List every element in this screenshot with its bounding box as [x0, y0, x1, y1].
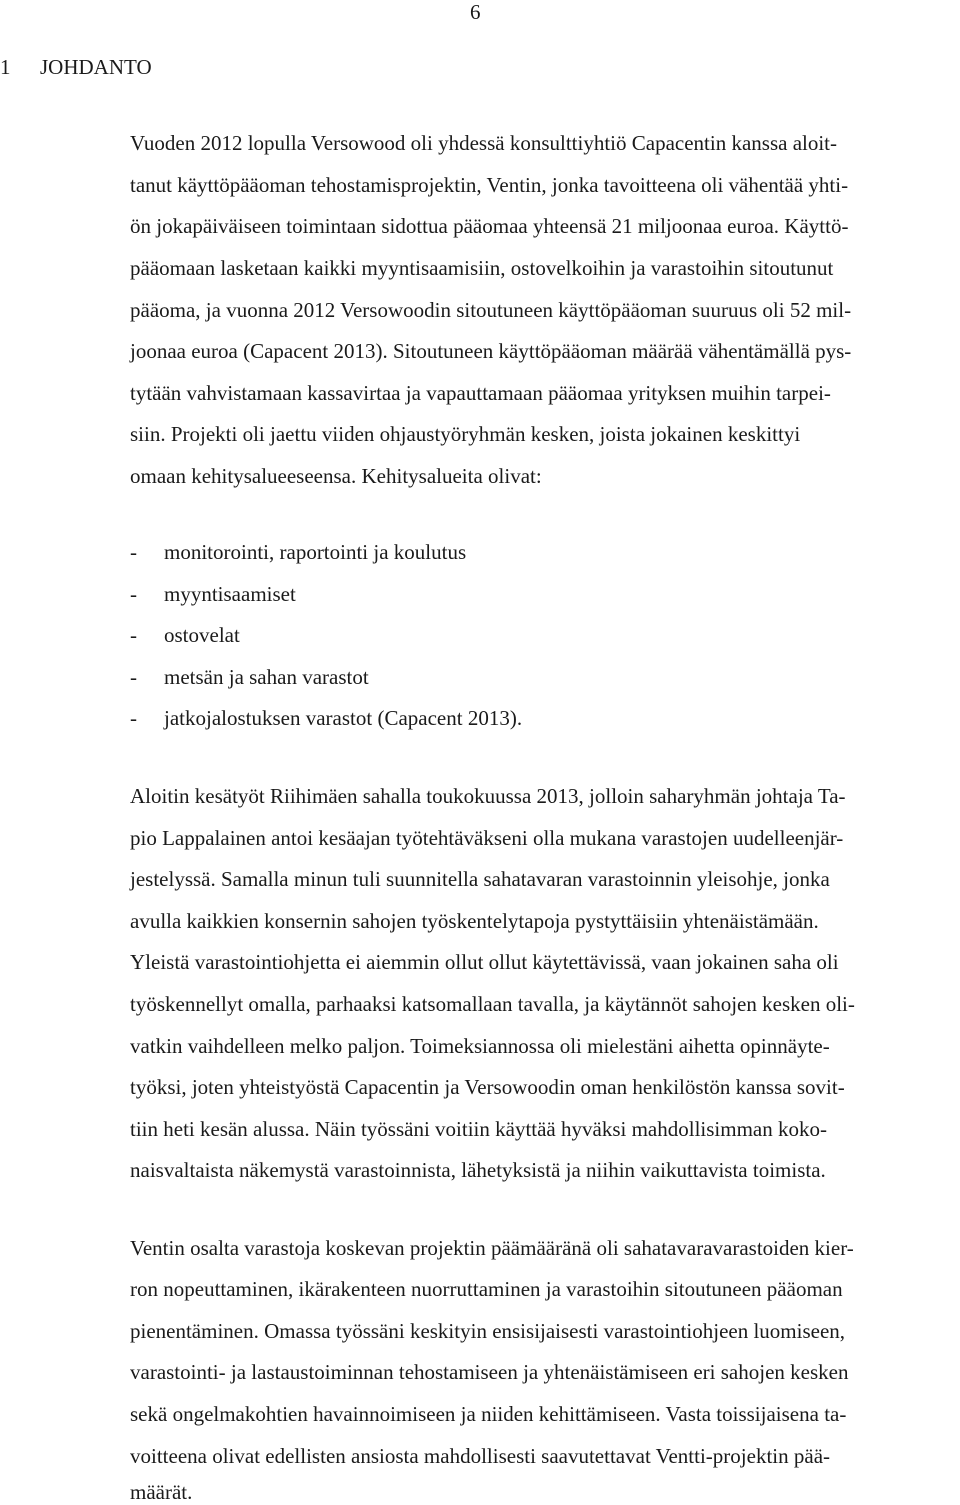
paragraph-line: pio Lappalainen antoi kesäajan työtehtäväkseni olla mukana varastojen uudelleenjär-	[130, 826, 844, 850]
paragraph-line: joonaa euroa (Capacent 2013). Sitoutuneen käyttöpääoman määrää vähentämällä pys-	[130, 339, 852, 363]
paragraph-line: naisvaltaista näkemystä varastoinnista, lähetyksistä ja niihin vaikuttavista toimista.	[130, 1158, 826, 1182]
list-dash: -	[130, 540, 137, 564]
list-dash: -	[130, 582, 137, 606]
list-item	[130, 665, 369, 689]
paragraph-line: avulla kaikkien konsernin sahojen työskentelytapoja pystyttäisiin yhtenäistämään.	[130, 909, 819, 933]
chapter-title: JOHDANTO	[40, 55, 152, 79]
paragraph-line: määrät.	[130, 1480, 193, 1504]
paragraph-line: Ventin osalta varastoja koskevan projektin päämääränä oli sahatavaravarastoiden kier-	[130, 1236, 854, 1260]
paragraph-line: omaan kehitysalueeseensa. Kehitysalueita olivat:	[130, 464, 542, 488]
paragraph-line: jestelyssä. Samalla minun tuli suunnitella sahatavaran varastoinnin yleisohje, jonka	[130, 867, 830, 891]
list-dash: -	[130, 706, 137, 730]
paragraph-line: tiin heti kesän alussa. Näin työssäni voitiin käyttää hyväksi mahdollisimman koko-	[130, 1117, 827, 1141]
page-number: 6	[470, 0, 481, 24]
chapter-heading	[0, 54, 152, 80]
paragraph-line: Vuoden 2012 lopulla Versowood oli yhdessä konsulttiyhtiö Capacentin kanssa aloit-	[130, 131, 838, 155]
list-item-text: metsän ja sahan varastot	[164, 665, 369, 689]
paragraph-line: ön jokapäiväiseen toimintaan sidottua pääomaa yhteensä 21 miljoonaa euroa. Käyttö-	[130, 214, 849, 238]
paragraph-line: Aloitin kesätyöt Riihimäen sahalla toukokuussa 2013, jolloin saharyhmän johtaja Ta-	[130, 784, 846, 808]
paragraph-line: voitteena olivat edellisten ansiosta mahdollisesti saavutettavat Ventti-projektin pää-	[130, 1444, 831, 1468]
paragraph-line: Yleistä varastointiohjetta ei aiemmin ollut ollut käytettävissä, vaan jokainen saha oli	[130, 950, 839, 974]
paragraph-line: tanut käyttöpääoman tehostamisprojektin, Ventin, jonka tavoitteena oli vähentää yhti-	[130, 173, 849, 197]
list-dash: -	[130, 665, 137, 689]
list-item	[130, 623, 240, 647]
list-dash: -	[130, 623, 137, 647]
paragraph-line: sekä ongelmakohtien havainnoimiseen ja niiden kehittämiseen. Vasta toissijaisena ta-	[130, 1402, 847, 1426]
paragraph-line: työksi, joten yhteistyöstä Capacentin ja Versowoodin oman henkilöstön kanssa sovit-	[130, 1075, 845, 1099]
list-item-text: ostovelat	[164, 623, 240, 647]
paragraph-line: työskennellyt omalla, parhaaksi katsomallaan tavalla, ja käytännöt sahojen kesken oli-	[130, 992, 855, 1016]
paragraph-line: siin. Projekti oli jaettu viiden ohjaustyöryhmän kesken, joista jokainen keskittyi	[130, 422, 801, 446]
paragraph-line: pienentäminen. Omassa työssäni keskityin ensisijaisesti varastointiohjeen luomiseen,	[130, 1319, 846, 1343]
list-item	[130, 582, 296, 606]
list-item-text: monitorointi, raportointi ja koulutus	[164, 540, 467, 564]
list-item-text: jatkojalostuksen varastot (Capacent 2013).	[164, 706, 523, 730]
paragraph-line: varastointi- ja lastaustoiminnan tehostamiseen ja yhtenäistämiseen eri sahojen kesken	[130, 1360, 849, 1384]
paragraph-line: tytään vahvistamaan kassavirtaa ja vapauttamaan pääomaa yrityksen muihin tarpei-	[130, 381, 831, 405]
list-item	[130, 540, 466, 564]
paragraph-line: pääoma, ja vuonna 2012 Versowoodin sitoutuneen käyttöpääoman suuruus oli 52 mil-	[130, 298, 852, 322]
paragraph-line: vatkin vaihdelleen melko paljon. Toimeksiannossa oli mielestäni aihetta opinnäyte-	[130, 1034, 830, 1058]
paragraph-line: pääomaan lasketaan kaikki myyntisaamisiin, ostovelkoihin ja varastoihin sitoutunut	[130, 256, 834, 280]
list-item	[130, 706, 522, 730]
chapter-number: 1	[0, 55, 11, 79]
list-item-text: myyntisaamiset	[164, 582, 296, 606]
paragraph-line: ron nopeuttaminen, ikärakenteen nuorruttaminen ja varastoihin sitoutuneen pääoman	[130, 1277, 843, 1301]
